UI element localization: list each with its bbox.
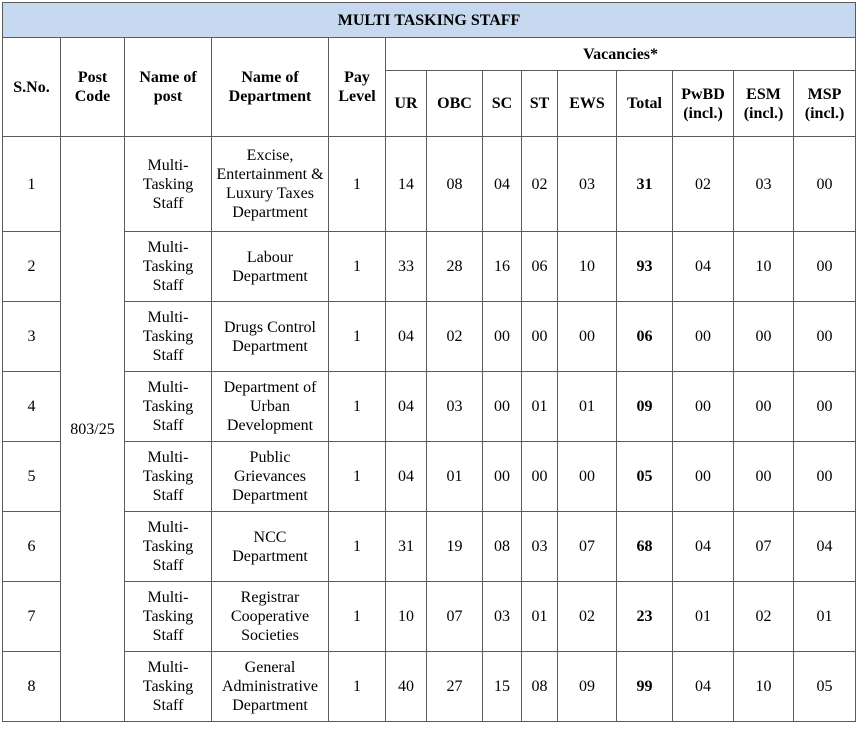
cell-st: 08 [522,652,558,722]
cell-st: 00 [522,302,558,372]
cell-esm: 10 [734,232,794,302]
cell-obc: 03 [427,372,483,442]
header-esm: ESM (incl.) [734,71,794,137]
cell-dept: Excise, Entertainment & Luxury Taxes Department [212,137,329,232]
header-st: ST [522,71,558,137]
cell-st: 01 [522,372,558,442]
cell-dept: General Administrative Department [212,652,329,722]
table-row [3,137,856,232]
cell-pwbd: 00 [673,442,734,512]
cell-sno: 6 [3,512,61,582]
cell-post: Multi-Tasking Staff [125,372,212,442]
cell-pwbd: 04 [673,232,734,302]
table-row [3,302,856,372]
table-row [3,372,856,442]
cell-obc: 07 [427,582,483,652]
cell-post: Multi-Tasking Staff [125,512,212,582]
cell-ur: 04 [386,372,427,442]
cell-pay: 1 [329,582,386,652]
cell-ur: 33 [386,232,427,302]
cell-msp: 00 [794,372,856,442]
cell-esm: 07 [734,512,794,582]
cell-pwbd: 00 [673,372,734,442]
cell-total: 05 [617,442,673,512]
header-msp: MSP (incl.) [794,71,856,137]
header-name-of-department: Name of Department [212,38,329,137]
header-sno: S.No. [3,38,61,137]
cell-sno: 1 [3,137,61,232]
cell-post: Multi-Tasking Staff [125,582,212,652]
cell-pwbd: 04 [673,512,734,582]
cell-total: 09 [617,372,673,442]
cell-obc: 27 [427,652,483,722]
header-post-code: Post Code [61,38,125,137]
cell-pwbd: 04 [673,652,734,722]
cell-sc: 00 [483,442,522,512]
cell-ews: 00 [558,302,617,372]
cell-sno: 8 [3,652,61,722]
header-ur: UR [386,71,427,137]
cell-esm: 10 [734,652,794,722]
header-pwbd: PwBD (incl.) [673,71,734,137]
cell-ews: 01 [558,372,617,442]
cell-ews: 10 [558,232,617,302]
cell-ews: 00 [558,442,617,512]
cell-sno: 2 [3,232,61,302]
cell-sc: 03 [483,582,522,652]
cell-total: 99 [617,652,673,722]
cell-msp: 00 [794,137,856,232]
cell-ur: 04 [386,442,427,512]
cell-st: 06 [522,232,558,302]
table-title: MULTI TASKING STAFF [3,3,856,38]
cell-sno: 5 [3,442,61,512]
header-vacancies: Vacancies* [386,38,856,71]
cell-st: 03 [522,512,558,582]
cell-pay: 1 [329,372,386,442]
cell-msp: 00 [794,442,856,512]
cell-total: 31 [617,137,673,232]
cell-esm: 03 [734,137,794,232]
cell-pay: 1 [329,512,386,582]
cell-msp: 00 [794,302,856,372]
cell-esm: 00 [734,372,794,442]
cell-sno: 4 [3,372,61,442]
cell-sc: 08 [483,512,522,582]
cell-st: 00 [522,442,558,512]
cell-post: Multi-Tasking Staff [125,302,212,372]
cell-ews: 09 [558,652,617,722]
cell-pwbd: 01 [673,582,734,652]
cell-ews: 03 [558,137,617,232]
cell-esm: 00 [734,442,794,512]
header-sc: SC [483,71,522,137]
cell-total: 06 [617,302,673,372]
cell-post: Multi-Tasking Staff [125,137,212,232]
cell-post-code: 803/25 [61,137,125,722]
cell-dept: Registrar Cooperative Societies [212,582,329,652]
cell-total: 93 [617,232,673,302]
vacancy-table [2,2,856,722]
cell-pay: 1 [329,137,386,232]
table-row [3,442,856,512]
cell-msp: 05 [794,652,856,722]
cell-obc: 19 [427,512,483,582]
header-name-of-post: Name of post [125,38,212,137]
cell-esm: 00 [734,302,794,372]
cell-pwbd: 02 [673,137,734,232]
cell-dept: Drugs Control Department [212,302,329,372]
table-row [3,232,856,302]
cell-obc: 28 [427,232,483,302]
cell-pay: 1 [329,652,386,722]
cell-msp: 01 [794,582,856,652]
header-pay-level: Pay Level [329,38,386,137]
cell-obc: 08 [427,137,483,232]
table-row [3,512,856,582]
cell-dept: NCC Department [212,512,329,582]
cell-ews: 02 [558,582,617,652]
cell-sc: 15 [483,652,522,722]
cell-pwbd: 00 [673,302,734,372]
cell-ur: 14 [386,137,427,232]
cell-esm: 02 [734,582,794,652]
cell-pay: 1 [329,232,386,302]
cell-sc: 04 [483,137,522,232]
cell-obc: 01 [427,442,483,512]
cell-obc: 02 [427,302,483,372]
header-ews: EWS [558,71,617,137]
cell-ur: 04 [386,302,427,372]
cell-ur: 31 [386,512,427,582]
cell-pay: 1 [329,442,386,512]
cell-sno: 7 [3,582,61,652]
cell-pay: 1 [329,302,386,372]
table-row [3,582,856,652]
cell-ur: 10 [386,582,427,652]
cell-ur: 40 [386,652,427,722]
cell-msp: 04 [794,512,856,582]
cell-dept: Department of Urban Development [212,372,329,442]
cell-post: Multi-Tasking Staff [125,232,212,302]
cell-sc: 00 [483,372,522,442]
table-row [3,652,856,722]
cell-total: 23 [617,582,673,652]
header-obc: OBC [427,71,483,137]
cell-sc: 16 [483,232,522,302]
cell-msp: 00 [794,232,856,302]
cell-sno: 3 [3,302,61,372]
cell-st: 02 [522,137,558,232]
cell-post: Multi-Tasking Staff [125,442,212,512]
cell-post: Multi-Tasking Staff [125,652,212,722]
cell-ews: 07 [558,512,617,582]
cell-total: 68 [617,512,673,582]
cell-dept: Labour Department [212,232,329,302]
cell-dept: Public Grievances Department [212,442,329,512]
cell-st: 01 [522,582,558,652]
cell-sc: 00 [483,302,522,372]
header-total: Total [617,71,673,137]
